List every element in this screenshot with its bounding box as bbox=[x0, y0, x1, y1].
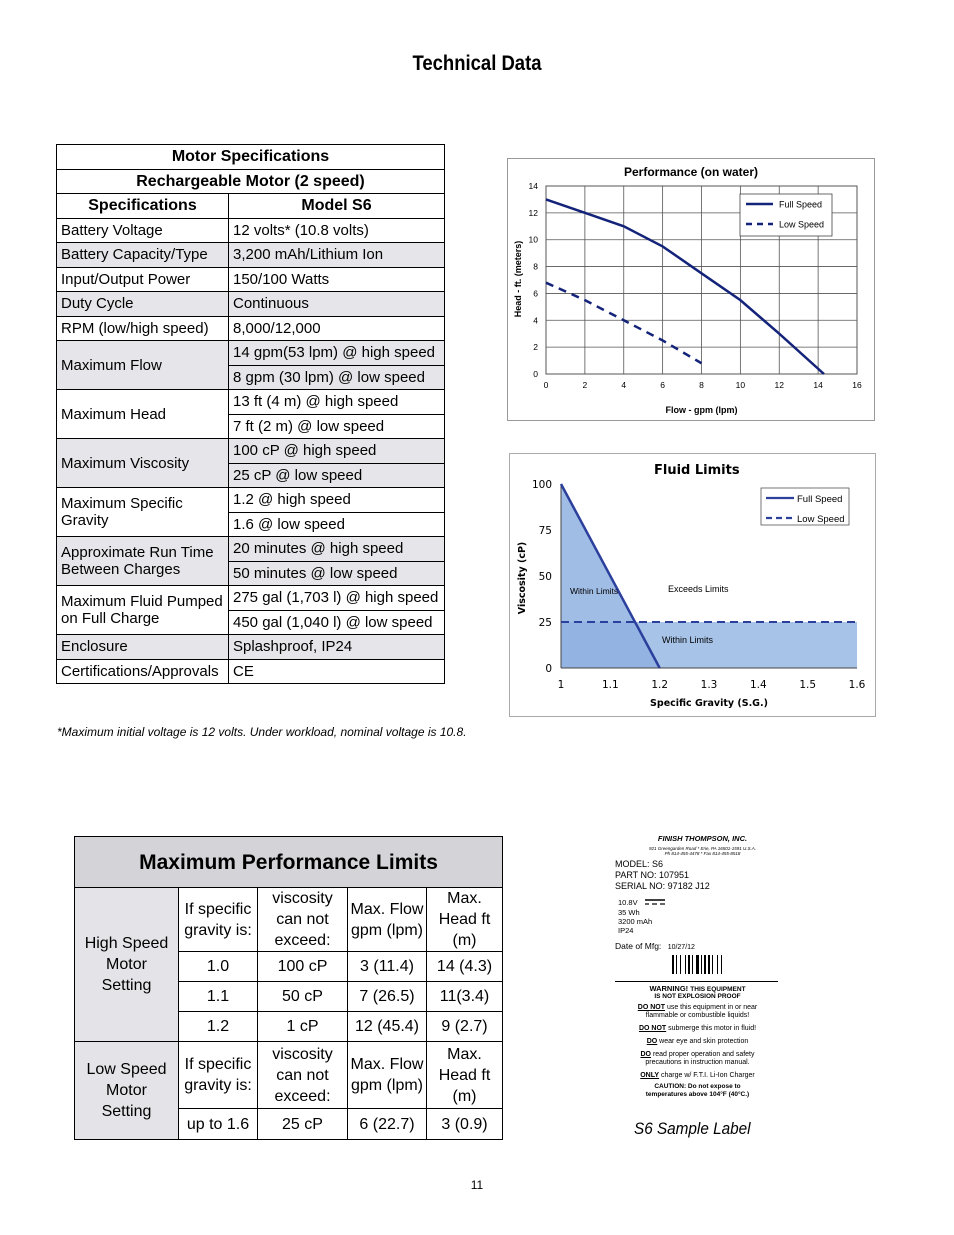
barcode-bar bbox=[672, 955, 674, 974]
maximum-performance-limits-table bbox=[74, 836, 503, 1140]
limits-header: Max. Flow gpm (lpm) bbox=[348, 888, 427, 952]
x-tick-label: 2 bbox=[582, 380, 588, 390]
x-tick-label: 1.1 bbox=[601, 679, 619, 691]
label-warning bbox=[615, 984, 780, 993]
y-tick-label: 50 bbox=[538, 571, 552, 583]
limits-header: viscosity can not exceed: bbox=[258, 1042, 348, 1109]
x-tick-label: 4 bbox=[621, 380, 627, 390]
spec-table-subheader: Rechargeable Motor (2 speed) bbox=[57, 169, 445, 194]
x-axis-label: Specific Gravity (S.G.) bbox=[650, 698, 768, 709]
limits-cell: 6 (22.7) bbox=[348, 1109, 427, 1140]
label-warning-line2: IS NOT EXPLOSION PROOF bbox=[654, 993, 741, 1001]
label-warning-body: flammable or combustible liquids! bbox=[645, 1012, 750, 1020]
performance-chart-svg bbox=[508, 159, 874, 420]
spec-column-header: Specifications bbox=[57, 194, 229, 219]
spec-value: 150/100 Watts bbox=[229, 267, 445, 292]
spec-label: RPM (low/high speed) bbox=[57, 316, 229, 341]
x-tick-label: 14 bbox=[813, 380, 823, 390]
limits-cell: 25 cP bbox=[258, 1109, 348, 1140]
limits-header: If specific gravity is: bbox=[179, 1042, 258, 1109]
spec-value: Splashproof, IP24 bbox=[229, 635, 445, 660]
x-tick-label: 12 bbox=[774, 380, 784, 390]
legend-label: Low Speed bbox=[779, 219, 825, 230]
barcode-bar bbox=[688, 955, 690, 974]
spec-value: 12 volts* (10.8 volts) bbox=[229, 218, 445, 243]
high-speed-group-label: High Speed Motor Setting bbox=[75, 888, 179, 1042]
label-caution bbox=[615, 1083, 780, 1099]
label-caution-line: CAUTION: Do not expose to bbox=[654, 1083, 741, 1091]
limits-cell: 11(3.4) bbox=[427, 982, 503, 1012]
barcode-bar bbox=[676, 955, 677, 974]
spec-value: 1.2 @ high speed bbox=[229, 488, 445, 513]
spec-value: 450 gal (1,040 l) @ low speed bbox=[229, 610, 445, 635]
limits-cell: 1.2 bbox=[179, 1012, 258, 1042]
spec-value: 3,200 mAh/Lithium Ion bbox=[229, 243, 445, 268]
label-spec-ip: IP24 bbox=[618, 926, 634, 936]
spec-value: 100 cP @ high speed bbox=[229, 439, 445, 464]
spec-value: 20 minutes @ high speed bbox=[229, 537, 445, 562]
spec-label bbox=[57, 586, 229, 635]
label-warning-body: read proper operation and safety bbox=[652, 1051, 755, 1059]
y-tick-label: 0 bbox=[533, 369, 538, 379]
limits-header: Max. Head ft (m) bbox=[427, 1042, 503, 1109]
y-tick-label: 8 bbox=[533, 261, 538, 272]
chart-title: Performance (on water) bbox=[623, 165, 759, 179]
x-tick-label: 1.4 bbox=[749, 679, 767, 691]
fluid-limits-chart bbox=[509, 453, 876, 717]
x-tick-label: 1.3 bbox=[700, 679, 718, 691]
y-tick-label: 10 bbox=[528, 234, 538, 245]
x-tick-label: 0 bbox=[543, 380, 549, 390]
barcode-icon bbox=[672, 955, 780, 979]
label-warning-4 bbox=[615, 1051, 780, 1067]
y-tick-label: 75 bbox=[538, 525, 552, 537]
limits-cell: 1.0 bbox=[179, 952, 258, 982]
barcode-bar bbox=[701, 955, 702, 974]
limits-table-title: Maximum Performance Limits bbox=[75, 837, 503, 888]
label-date-value: 10/27/12 bbox=[667, 944, 695, 952]
spec-label: Maximum Head bbox=[57, 390, 229, 439]
chart-title: Fluid Limits bbox=[654, 463, 740, 478]
label-warning-key: ONLY bbox=[640, 1072, 660, 1080]
y-tick-label: 2 bbox=[533, 342, 538, 353]
spec-label: Maximum Specific Gravity bbox=[57, 488, 229, 537]
y-axis-label: Head - ft. (meters) bbox=[513, 240, 523, 318]
barcode-bar bbox=[708, 955, 710, 974]
y-tick-label: 100 bbox=[531, 479, 552, 491]
performance-chart bbox=[507, 158, 875, 421]
x-tick-label: 10 bbox=[735, 380, 746, 390]
y-tick-label: 6 bbox=[533, 288, 538, 299]
label-spec-wh: 35 Wh bbox=[618, 908, 640, 918]
limits-cell: 14 (4.3) bbox=[427, 952, 503, 982]
barcode-bar bbox=[685, 955, 686, 974]
x-tick-label: 8 bbox=[699, 380, 704, 390]
limits-header: If specific gravity is: bbox=[179, 888, 258, 952]
label-warning-body: precautions in instruction manual. bbox=[645, 1059, 750, 1067]
spec-value: 25 cP @ low speed bbox=[229, 463, 445, 488]
label-specs bbox=[618, 898, 780, 935]
spec-label: Duty Cycle bbox=[57, 292, 229, 317]
low-speed-group-label: Low Speed Motor Setting bbox=[75, 1042, 179, 1140]
spec-label-line: Maximum Fluid Pumped bbox=[61, 593, 223, 610]
barcode-bar bbox=[712, 955, 713, 974]
barcode-bar bbox=[717, 955, 718, 974]
label-warning-key: DO NOT bbox=[637, 1004, 665, 1012]
label-warning-3 bbox=[615, 1038, 780, 1046]
barcode-bar bbox=[696, 955, 699, 974]
spec-value: 275 gal (1,703 l) @ high speed bbox=[229, 586, 445, 611]
label-warning-key: DO NOT bbox=[638, 1025, 667, 1033]
spec-value: Continuous bbox=[229, 292, 445, 317]
limits-cell: 9 (2.7) bbox=[427, 1012, 503, 1042]
y-tick-label: 14 bbox=[528, 181, 538, 191]
label-spec-text: 10.8V bbox=[618, 898, 638, 907]
label-company: FINISH THOMPSON, INC. bbox=[657, 834, 748, 843]
label-caution-line: temperatures above 104°F (40°C.) bbox=[645, 1091, 750, 1099]
x-tick-label: 1.5 bbox=[799, 679, 817, 691]
label-spec-voltage bbox=[618, 898, 780, 908]
spec-value: CE bbox=[229, 659, 445, 684]
label-warning-bold: WARNING! bbox=[649, 984, 689, 994]
spec-label: Input/Output Power bbox=[57, 267, 229, 292]
spec-label: Battery Capacity/Type bbox=[57, 243, 229, 268]
limits-cell: 12 (45.4) bbox=[348, 1012, 427, 1042]
y-tick-label: 0 bbox=[545, 663, 552, 675]
limits-cell: 1.1 bbox=[179, 982, 258, 1012]
spec-label: Battery Voltage bbox=[57, 218, 229, 243]
label-warning-key: DO bbox=[640, 1051, 651, 1059]
spec-value: 50 minutes @ low speed bbox=[229, 561, 445, 586]
y-tick-label: 25 bbox=[538, 617, 552, 629]
label-warning-1 bbox=[615, 1004, 780, 1020]
spec-label bbox=[57, 537, 229, 586]
x-tick-label: 1.2 bbox=[651, 679, 669, 691]
legend-label: Full Speed bbox=[797, 494, 843, 505]
sample-label-caption: S6 Sample Label bbox=[634, 1119, 751, 1138]
x-tick-label: 6 bbox=[660, 380, 665, 390]
y-tick-label: 12 bbox=[528, 207, 538, 218]
limits-header: Max. Flow gpm (lpm) bbox=[348, 1042, 427, 1109]
spec-label: Enclosure bbox=[57, 635, 229, 660]
legend-label: Full Speed bbox=[779, 199, 823, 210]
spec-label: Maximum Viscosity bbox=[57, 439, 229, 488]
spec-value: 14 gpm(53 lpm) @ high speed bbox=[229, 341, 445, 366]
label-spec-mah: 3200 mAh bbox=[618, 917, 653, 927]
spec-footnote: *Maximum initial voltage is 12 volts. Under workload, nominal voltage is 10.8. bbox=[57, 725, 467, 739]
spec-value: 8 gpm (30 lpm) @ low speed bbox=[229, 365, 445, 390]
fluid-limits-chart-svg bbox=[510, 454, 875, 716]
spec-value: 7 ft (2 m) @ low speed bbox=[229, 414, 445, 439]
spec-label: Certifications/Approvals bbox=[57, 659, 229, 684]
spec-table-header: Motor Specifications bbox=[57, 145, 445, 170]
limits-cell: 100 cP bbox=[258, 952, 348, 982]
barcode-bar bbox=[721, 955, 722, 974]
label-date-label: Date of Mfg: bbox=[615, 941, 662, 952]
spec-label: Maximum Flow bbox=[57, 341, 229, 390]
x-tick-label: 1.6 bbox=[848, 679, 866, 691]
label-phone: Ph 814-455-4478 * Fax 814-455-8518 bbox=[664, 851, 741, 856]
limits-header: viscosity can not exceed: bbox=[258, 888, 348, 952]
label-warning-body: charge w/ F.T.I. Li-Ion Charger bbox=[661, 1072, 755, 1080]
limits-cell: 3 (0.9) bbox=[427, 1109, 503, 1140]
spec-value: 13 ft (4 m) @ high speed bbox=[229, 390, 445, 415]
spec-label-line: Approximate Run Time bbox=[61, 544, 214, 561]
sample-label bbox=[615, 834, 780, 1099]
label-warning-body: use this equipment in or near bbox=[666, 1004, 758, 1012]
spec-label-line: Between Charges bbox=[61, 561, 181, 578]
limits-cell: 1 cP bbox=[258, 1012, 348, 1042]
motor-specifications-table bbox=[56, 144, 445, 684]
model-column-header: Model S6 bbox=[229, 194, 445, 219]
page-title: Technical Data bbox=[412, 52, 542, 75]
limits-cell: 3 (11.4) bbox=[348, 952, 427, 982]
label-warning-key: DO bbox=[646, 1038, 658, 1046]
y-tick-label: 4 bbox=[533, 315, 538, 326]
annotation-label: Within Limits bbox=[570, 586, 619, 596]
legend-label: Low Speed bbox=[797, 514, 845, 525]
barcode-bar bbox=[692, 955, 693, 974]
barcode-bar bbox=[704, 955, 706, 974]
annotation-label: Within Limits bbox=[662, 635, 714, 645]
spec-label-line: on Full Charge bbox=[61, 610, 160, 627]
label-warning-body: wear eye and skin protection bbox=[659, 1038, 749, 1046]
limits-header: Max. Head ft (m) bbox=[427, 888, 503, 952]
limits-cell: up to 1.6 bbox=[179, 1109, 258, 1140]
label-date-row bbox=[615, 941, 780, 951]
label-serial: SERIAL NO: 97182 J12 bbox=[615, 881, 710, 891]
limits-cell: 50 cP bbox=[258, 982, 348, 1012]
label-address: 921 Greengarden Road * Erie, PA 16501-1591 U.S.A. bbox=[648, 846, 757, 851]
page-number: 11 bbox=[470, 1178, 484, 1192]
label-part: PART NO: 107951 bbox=[615, 870, 690, 880]
annotation-label: Exceeds Limits bbox=[668, 584, 729, 594]
limits-cell: 7 (26.5) bbox=[348, 982, 427, 1012]
x-tick-label: 1 bbox=[557, 679, 565, 691]
label-model: MODEL: S6 bbox=[615, 859, 664, 869]
barcode-bar bbox=[680, 955, 681, 974]
spec-value: 1.6 @ low speed bbox=[229, 512, 445, 537]
label-warning-5 bbox=[615, 1072, 780, 1080]
label-warning-body: submerge this motor in fluid! bbox=[668, 1025, 757, 1033]
label-warning-2 bbox=[615, 1025, 780, 1033]
x-axis-label: Flow - gpm (lpm) bbox=[665, 405, 738, 415]
spec-value: 8,000/12,000 bbox=[229, 316, 445, 341]
x-tick-label: 16 bbox=[852, 380, 862, 390]
y-axis-label: Viscosity (cP) bbox=[517, 541, 528, 615]
label-warning-text: THIS EQUIPMENT bbox=[690, 986, 746, 994]
dc-symbol-icon bbox=[644, 898, 666, 908]
